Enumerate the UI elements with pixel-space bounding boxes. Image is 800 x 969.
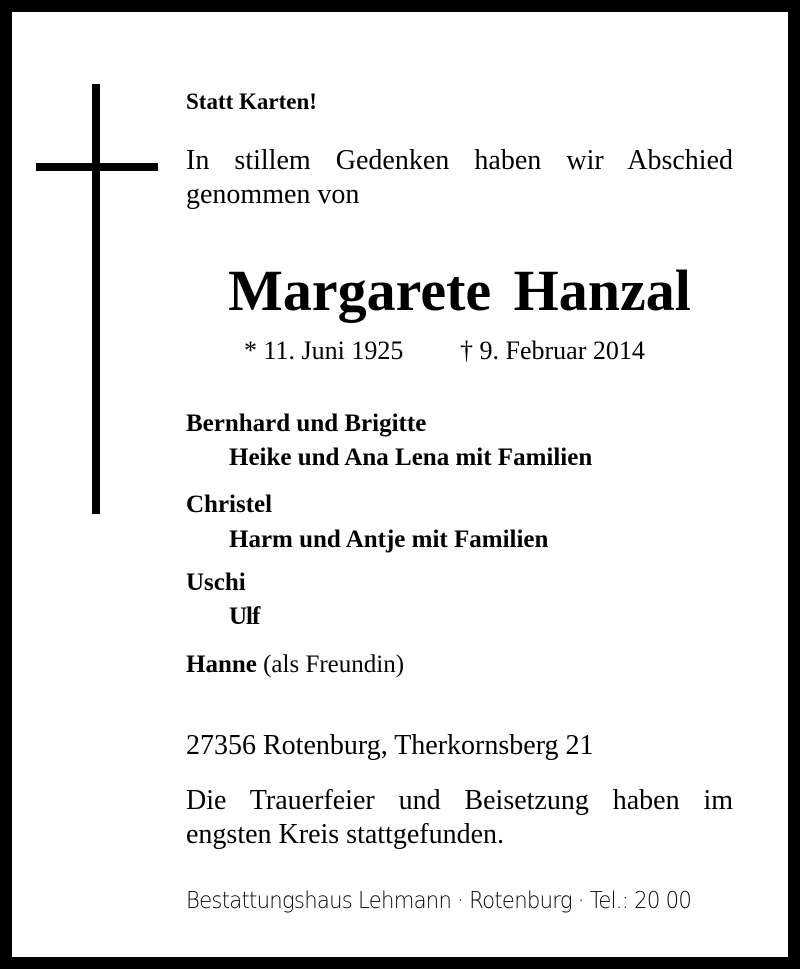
mourner-friend bbox=[186, 652, 404, 677]
ceremony-line-1: Die Trauerfeier und Beisetzung haben im bbox=[186, 785, 733, 816]
mourner-name: Bernhard und Brigitte bbox=[186, 410, 427, 437]
mourner-name: Christel bbox=[186, 491, 273, 518]
death-date: † 9. Februar 2014 bbox=[460, 336, 645, 365]
intro-line-1: In stillem Gedenken haben wir Abschied bbox=[186, 145, 733, 176]
address: 27356 Rotenburg, Therkornsberg 21 bbox=[186, 730, 594, 761]
cross-icon-bar bbox=[36, 163, 158, 171]
funeral-home-footer: Bestattungshaus Lehmann · Rotenburg · Tel.: 20 00 bbox=[186, 888, 692, 914]
mourner-sub: Heike und Ana Lena mit Familien bbox=[229, 444, 593, 471]
mourner-name: Uschi bbox=[186, 569, 246, 596]
mourner-sub: Ulf bbox=[229, 603, 260, 630]
header: Statt Karten! bbox=[186, 89, 317, 114]
mourner-note: (als Freundin) bbox=[263, 651, 405, 678]
deceased-name: Margarete Hanzal bbox=[228, 258, 691, 323]
intro-line-2: genommen von bbox=[186, 179, 360, 210]
mourner-name: Hanne bbox=[186, 651, 257, 678]
mourner-sub: Harm und Antje mit Familien bbox=[229, 526, 549, 553]
cross-icon bbox=[92, 84, 100, 514]
birth-date: * 11. Juni 1925 bbox=[244, 336, 404, 365]
ceremony-line-2: engsten Kreis stattgefunden. bbox=[186, 819, 505, 850]
